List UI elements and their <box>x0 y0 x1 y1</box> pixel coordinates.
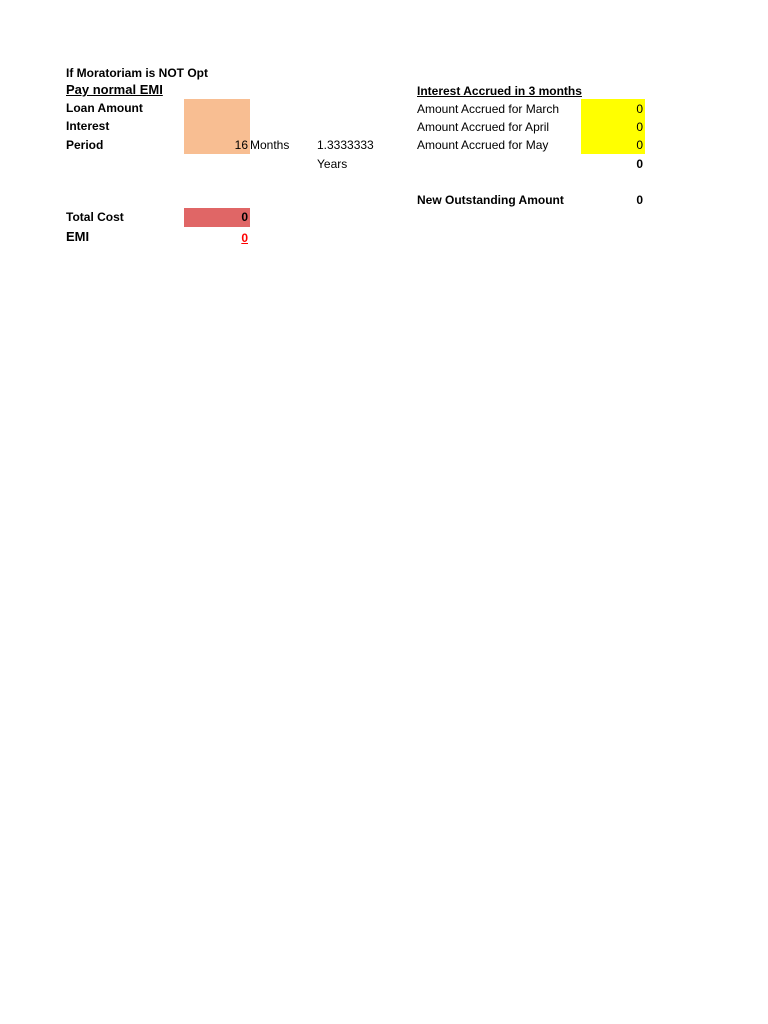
march-accrued-label: Amount Accrued for March <box>417 102 560 116</box>
period-months-unit: Months <box>250 138 290 152</box>
total-cost-label: Total Cost <box>66 210 124 224</box>
april-accrued-label: Amount Accrued for April <box>417 120 550 134</box>
loan-amount-input-cell[interactable] <box>184 99 250 117</box>
march-accrued-value: 0 <box>636 102 643 116</box>
total-cost-value: 0 <box>241 210 248 224</box>
period-years-unit: Years <box>317 157 348 171</box>
pay-normal-emi-heading: Pay normal EMI <box>66 82 163 97</box>
new-outstanding-value: 0 <box>636 193 643 207</box>
april-accrued-value: 0 <box>636 120 643 134</box>
sheet-heading: If Moratoriam is NOT Opt <box>66 66 209 80</box>
period-label: Period <box>66 138 104 152</box>
interest-input-cell[interactable] <box>184 117 250 135</box>
interest-accrued-title: Interest Accrued in 3 months <box>417 84 582 98</box>
period-months-value: 16 <box>234 138 248 152</box>
loan-amount-label: Loan Amount <box>66 101 143 115</box>
interest-label: Interest <box>66 119 110 133</box>
may-accrued-value: 0 <box>636 138 643 152</box>
emi-label: EMI <box>66 229 90 244</box>
may-accrued-label: Amount Accrued for May <box>417 138 549 152</box>
emi-value: 0 <box>241 231 248 245</box>
period-years-value: 1.3333333 <box>317 138 374 152</box>
accrued-sum-value: 0 <box>636 157 643 171</box>
new-outstanding-label: New Outstanding Amount <box>417 193 564 207</box>
